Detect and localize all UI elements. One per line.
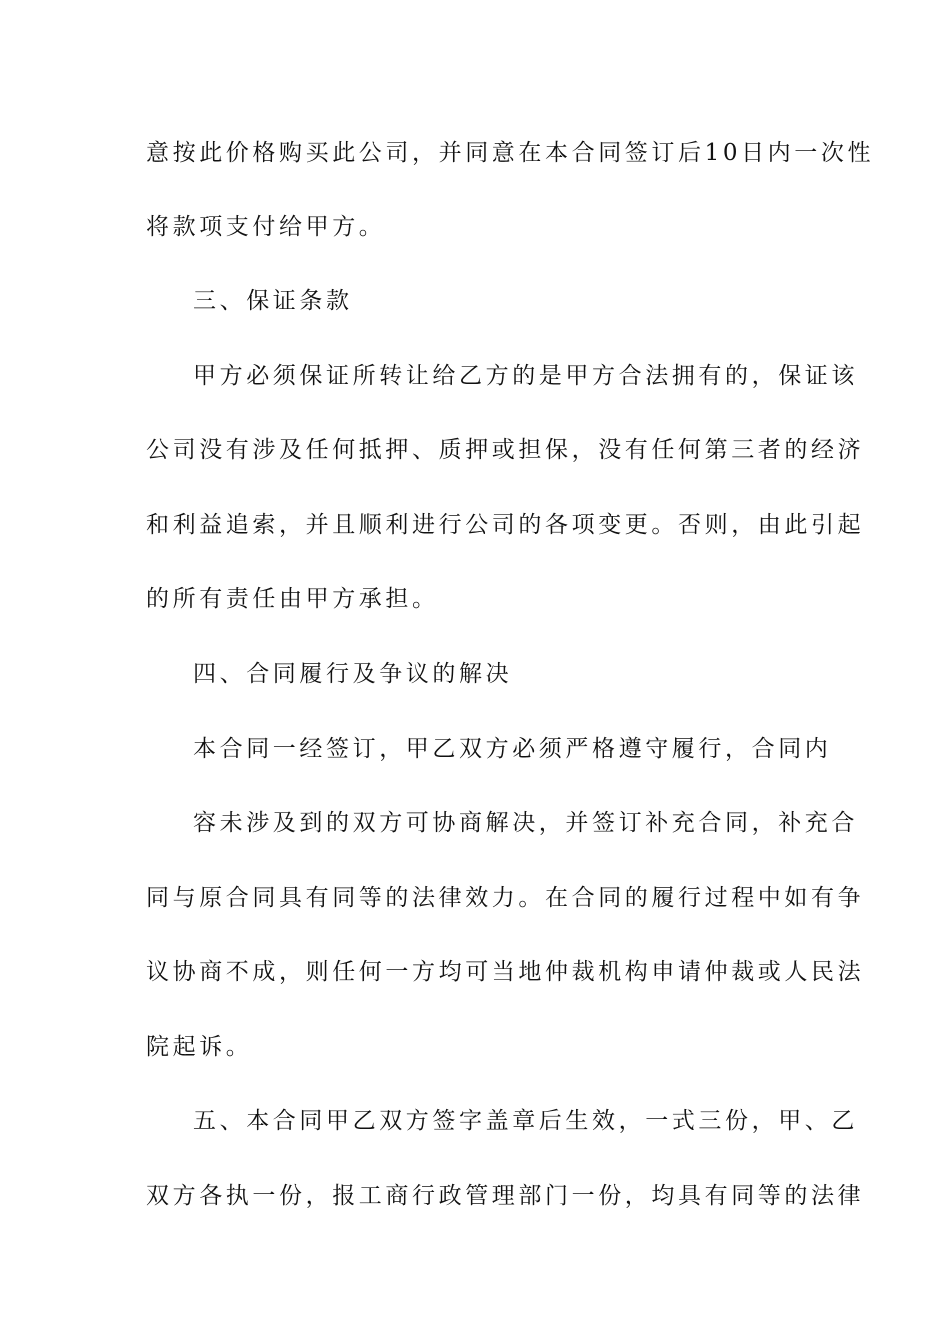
- body-text-line: 将款项支付给甲方。: [146, 214, 386, 240]
- body-text-line: 同与原合同具有同等的法律效力。在合同的履行过程中如有争: [146, 885, 865, 911]
- body-text-line: 院起诉。: [146, 1034, 253, 1060]
- body-text-line: 公司没有涉及任何抵押、质押或担保，没有任何第三者的经济: [146, 437, 865, 463]
- body-text-line: 的所有责任由甲方承担。: [146, 586, 439, 612]
- body-text-line: 双方各执一份，报工商行政管理部门一份，均具有同等的法律: [146, 1183, 865, 1209]
- body-text-line: 议协商不成，则任何一方均可当地仲裁机构申请仲裁或人民法: [146, 959, 865, 985]
- body-text-line: 甲方必须保证所转让给乙方的是甲方合法拥有的，保证该: [193, 363, 858, 389]
- body-text-line: 容未涉及到的双方可协商解决，并签订补充合同，补充合: [193, 810, 858, 836]
- section-heading-effectiveness: 五、本合同甲乙双方签字盖章后生效，一式三份，甲、乙: [193, 1108, 858, 1134]
- body-text-line: 和利益追索，并且顺利进行公司的各项变更。否则，由此引起: [146, 512, 865, 538]
- body-text-line: 意按此价格购买此公司，并同意在本合同签订后10日内一次性: [146, 140, 875, 166]
- section-heading-guarantee: 三、保证条款: [193, 288, 353, 314]
- body-text-line: 本合同一经签订，甲乙双方必须严格遵守履行，合同内: [193, 736, 832, 762]
- section-heading-dispute-resolution: 四、合同履行及争议的解决: [193, 661, 513, 687]
